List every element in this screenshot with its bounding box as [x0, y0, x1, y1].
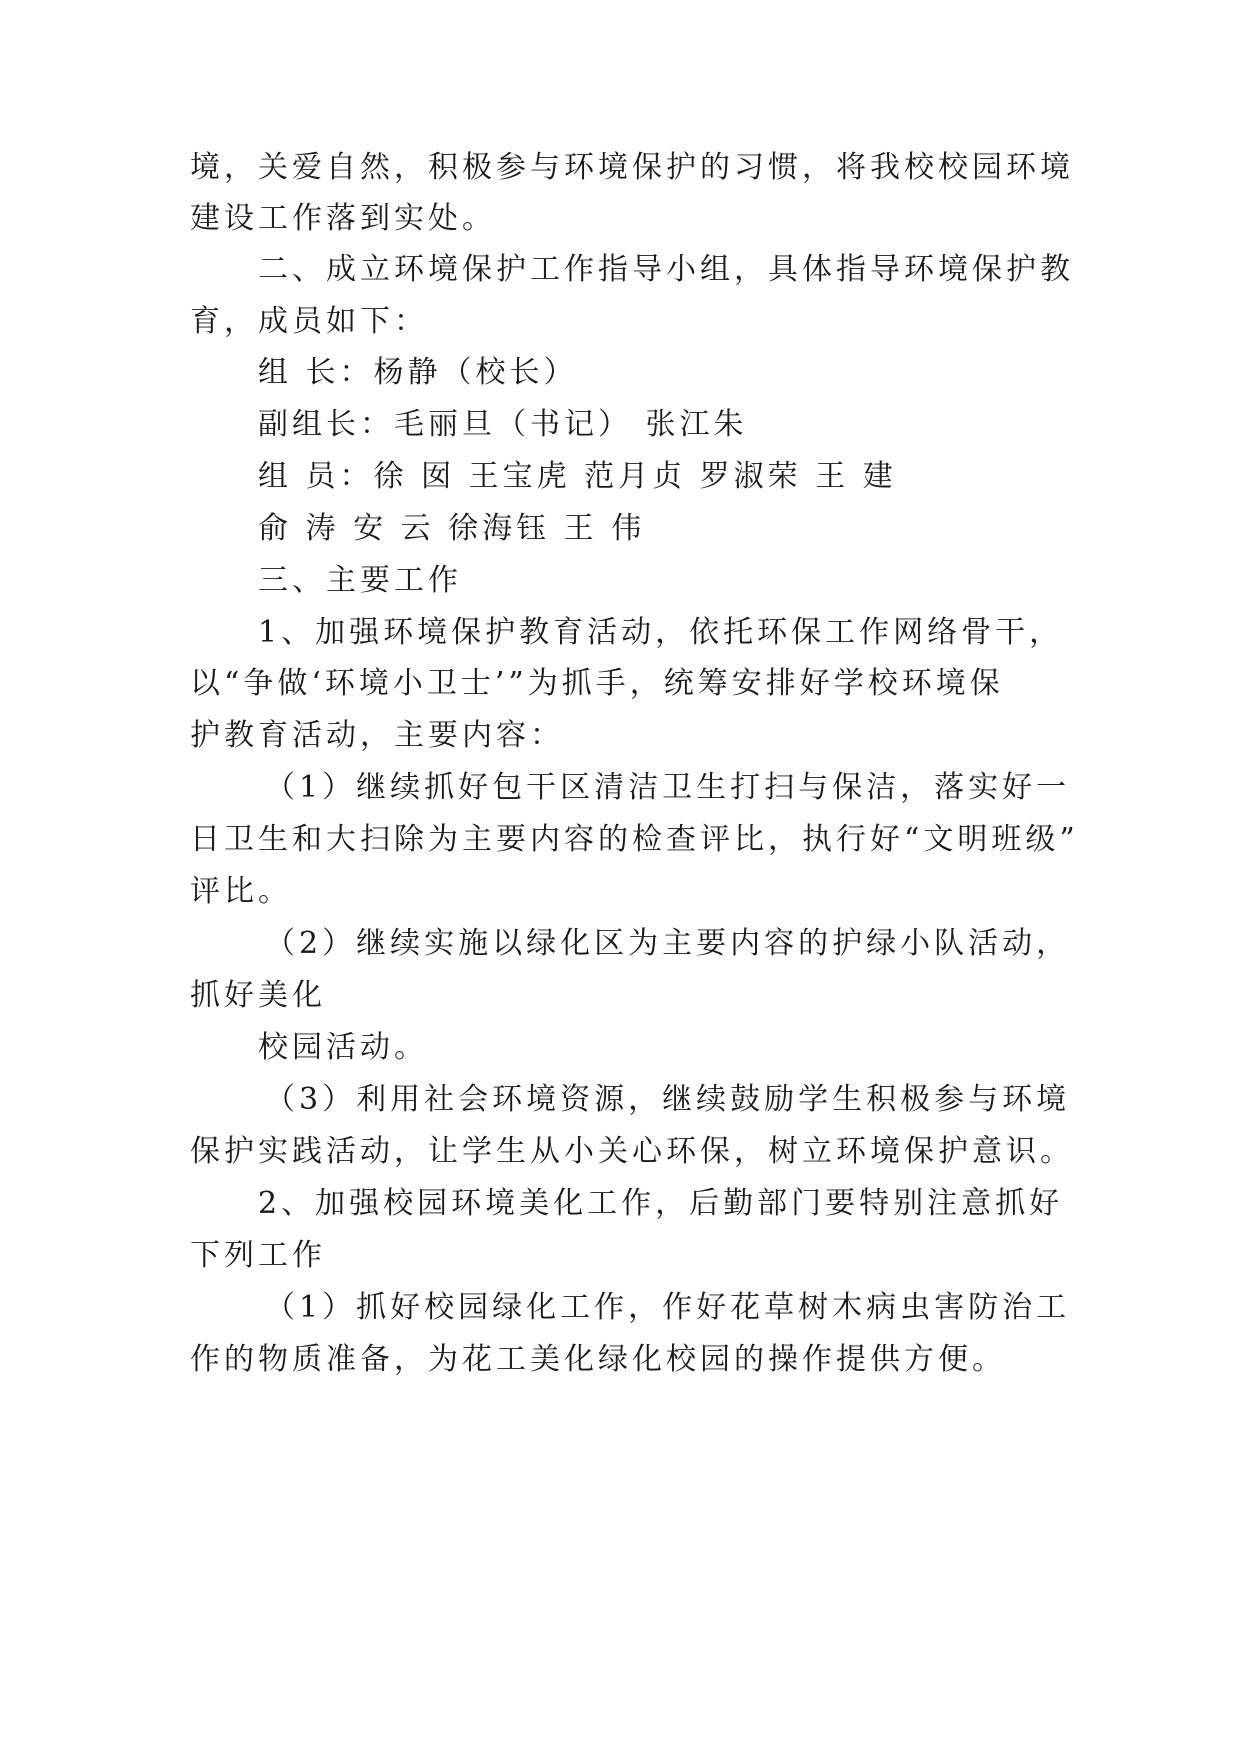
paragraph-line: 建设工作落到实处。	[190, 201, 496, 236]
paragraph-line: 保护实践活动，让学生从小关心环保，树立环境保护意识。	[190, 1134, 1074, 1169]
paragraph-line: 以“争做‘环境小卫士’”为抓手，统筹安排好学校环境保	[190, 666, 1004, 701]
paragraph-line: 作的物质准备，为花工美化绿化校园的操作提供方便。	[190, 1342, 1006, 1377]
members-line: 组 员：徐 囡 王宝虎 范月贞 罗淑荣 王 建	[258, 459, 897, 494]
paragraph-line: 境，关爱自然，积极参与环境保护的习惯，将我校校园环境	[190, 150, 1074, 185]
paragraph-line: 育，成员如下：	[190, 304, 428, 339]
paragraph-line: （3）利用社会环境资源，继续鼓励学生积极参与环境	[265, 1082, 1071, 1117]
paragraph-line: 抓好美化	[190, 978, 326, 1013]
members-line-continued: 俞 涛 安 云 徐海钰 王 伟	[258, 511, 646, 546]
paragraph-line: 1、加强环境保护教育活动，依托环保工作网络骨干，	[258, 615, 1064, 650]
vice-leader-line: 副组长：毛丽旦（书记） 张江朱	[258, 407, 748, 442]
section-heading: 二、成立环境保护工作指导小组，具体指导环境保护教	[258, 252, 1074, 287]
section-heading: 三、主要工作	[258, 563, 462, 598]
paragraph-line: （1）抓好校园绿化工作，作好花草树木病虫害防治工	[265, 1290, 1071, 1325]
paragraph-line: 护教育活动，主要内容：	[190, 718, 564, 753]
paragraph-line: 2、加强校园环境美化工作，后勤部门要特别注意抓好	[258, 1186, 1064, 1221]
group-leader-line: 组 长：杨静（校长）	[258, 355, 578, 390]
paragraph-line: 日卫生和大扫除为主要内容的检查评比，执行好“文明班级”	[190, 822, 1079, 857]
paragraph-line: 评比。	[190, 874, 292, 909]
paragraph-line: 下列工作	[190, 1238, 326, 1273]
paragraph-line: 校园活动。	[258, 1030, 428, 1065]
paragraph-line: （1）继续抓好包干区清洁卫生打扫与保洁，落实好一	[265, 770, 1071, 805]
paragraph-line: （2）继续实施以绿化区为主要内容的护绿小队活动，	[265, 926, 1071, 961]
